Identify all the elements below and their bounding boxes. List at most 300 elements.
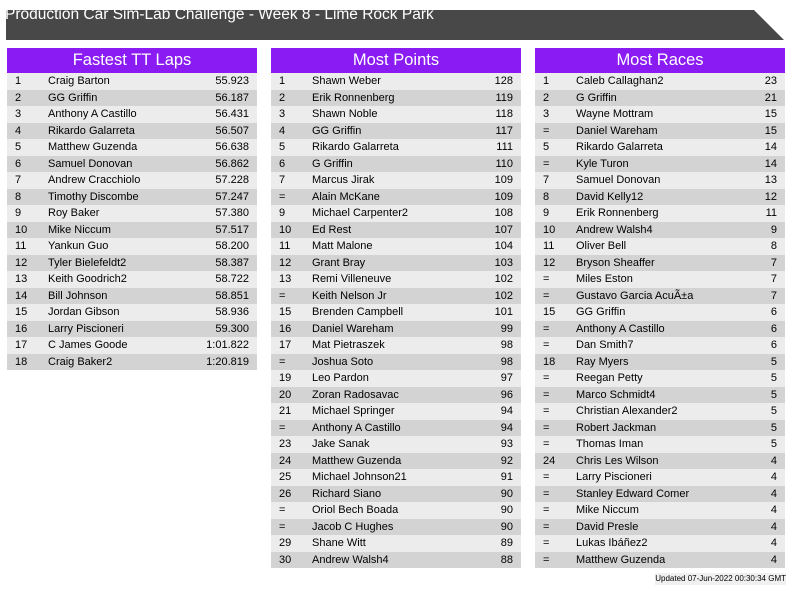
rank-cell: 4 (279, 124, 286, 137)
value-cell: 99 (500, 322, 513, 335)
value-cell: 109 (494, 190, 513, 203)
value-cell: 91 (500, 471, 513, 483)
driver-name-cell: Roy Baker (48, 207, 100, 219)
fastest-tt-laps-panel (7, 48, 257, 370)
driver-name-cell: Gustavo Garcia AcuÃ±a (576, 289, 694, 302)
rank-cell: 17 (279, 339, 292, 351)
value-cell: 4 (770, 553, 777, 566)
leaderboard-rows (271, 73, 521, 568)
driver-name-cell: Grant Bray (312, 256, 366, 269)
driver-name-cell: Oliver Bell (576, 240, 627, 252)
driver-name-cell: Zoran Radosavac (312, 388, 399, 401)
value-cell: 14 (764, 141, 777, 153)
table-row (271, 205, 521, 222)
rank-cell: 7 (279, 174, 286, 186)
rank-cell: 5 (279, 141, 286, 153)
leaderboard-rows (7, 73, 257, 370)
table-row (7, 288, 257, 305)
table-row (7, 271, 257, 288)
driver-name-cell: Matt Malone (312, 240, 373, 252)
value-cell: 5 (770, 388, 777, 401)
updated-timestamp: Updated 07-Jun-2022 00:30:34 GMT (655, 574, 786, 583)
value-cell: 15 (764, 124, 777, 137)
rank-cell: 29 (279, 537, 292, 549)
driver-name-cell: Anthony A Castillo (48, 108, 137, 120)
driver-name-cell: Richard Siano (312, 487, 382, 500)
rank-cell: = (543, 339, 550, 351)
rank-cell: 11 (15, 240, 27, 252)
rank-cell: 1 (15, 75, 22, 87)
rank-cell: 13 (15, 273, 28, 285)
value-cell: 110 (495, 157, 513, 170)
value-cell: 111 (496, 141, 513, 153)
driver-name-cell: C James Goode (48, 339, 128, 351)
table-row (7, 189, 257, 206)
rank-cell: 9 (15, 207, 22, 219)
value-cell: 117 (495, 124, 513, 137)
driver-name-cell: Craig Baker2 (48, 355, 113, 368)
table-row (535, 502, 785, 519)
rank-cell: 5 (543, 141, 550, 153)
driver-name-cell: David Kelly12 (576, 190, 644, 203)
value-cell: 59.300 (215, 322, 249, 335)
driver-name-cell: G Griffin (576, 91, 617, 104)
rank-cell: 15 (279, 306, 292, 318)
rank-cell: = (543, 289, 550, 302)
rank-cell: 8 (543, 190, 550, 203)
rank-cell: 18 (543, 355, 556, 368)
value-cell: 98 (500, 339, 513, 351)
rank-cell: 25 (279, 471, 292, 483)
page-title: Production Car Sim-Lab Challenge - Week 8 - Lime Rock Park (5, 6, 434, 23)
rank-cell: 10 (279, 223, 292, 236)
driver-name-cell: Matthew Guzenda (576, 553, 666, 566)
driver-name-cell: Michael Springer (312, 405, 395, 417)
rank-cell: 3 (279, 108, 286, 120)
table-row (271, 387, 521, 404)
driver-name-cell: Michael Johnson21 (312, 471, 407, 483)
value-cell: 7 (770, 289, 777, 302)
driver-name-cell: Reegan Petty (576, 372, 643, 384)
table-row (535, 436, 785, 453)
value-cell: 56.431 (215, 108, 249, 120)
driver-name-cell: Matthew Guzenda (312, 454, 402, 467)
driver-name-cell: GG Griffin (312, 124, 362, 137)
panel-title: Fastest TT Laps (7, 48, 257, 73)
rank-cell: = (543, 388, 550, 401)
driver-name-cell: Anthony A Castillo (312, 421, 401, 434)
table-row (535, 321, 785, 338)
value-cell: 108 (494, 207, 513, 219)
rank-cell: 8 (15, 190, 22, 203)
driver-name-cell: Shawn Weber (312, 75, 381, 87)
table-row (271, 271, 521, 288)
table-row (7, 123, 257, 140)
value-cell: 4 (770, 471, 777, 483)
driver-name-cell: Dan Smith7 (576, 339, 634, 351)
value-cell: 55.923 (215, 75, 249, 87)
value-cell: 57.517 (215, 223, 249, 236)
rank-cell: 30 (279, 553, 292, 566)
value-cell: 90 (500, 504, 513, 516)
table-row (7, 139, 257, 156)
value-cell: 11 (765, 207, 777, 219)
driver-name-cell: Daniel Wareham (312, 322, 394, 335)
table-row (271, 436, 521, 453)
rank-cell: = (543, 157, 550, 170)
value-cell: 6 (770, 322, 777, 335)
rank-cell: 6 (15, 157, 22, 170)
driver-name-cell: Mike Niccum (48, 223, 111, 236)
rank-cell: 19 (279, 372, 292, 384)
driver-name-cell: Keith Nelson Jr (312, 289, 387, 302)
rank-cell: = (543, 124, 550, 137)
rank-cell: = (279, 190, 286, 203)
driver-name-cell: Daniel Wareham (576, 124, 658, 137)
table-row (271, 156, 521, 173)
rank-cell: 12 (15, 256, 28, 269)
table-row (7, 238, 257, 255)
rank-cell: = (279, 504, 286, 516)
driver-name-cell: Rikardo Galarreta (312, 141, 399, 153)
rank-cell: 21 (279, 405, 292, 417)
value-cell: 93 (500, 438, 513, 450)
rank-cell: = (543, 537, 550, 549)
table-row (271, 370, 521, 387)
value-cell: 15 (764, 108, 777, 120)
driver-name-cell: Shane Witt (312, 537, 366, 549)
table-row (535, 552, 785, 569)
table-row (271, 420, 521, 437)
table-row (535, 387, 785, 404)
rank-cell: 10 (15, 223, 28, 236)
value-cell: 6 (770, 306, 777, 318)
rank-cell: 1 (279, 75, 286, 87)
rank-cell: 12 (279, 256, 292, 269)
rank-cell: = (543, 504, 550, 516)
table-row (271, 238, 521, 255)
table-row (535, 420, 785, 437)
table-row (535, 255, 785, 272)
value-cell: 14 (764, 157, 777, 170)
driver-name-cell: Marco Schmidt4 (576, 388, 656, 401)
driver-name-cell: Oriol Bech Boada (312, 504, 399, 516)
rank-cell: 5 (15, 141, 22, 153)
rank-cell: 26 (279, 487, 292, 500)
table-row (535, 172, 785, 189)
table-row (535, 73, 785, 90)
driver-name-cell: GG Griffin (48, 91, 98, 104)
driver-name-cell: Mike Niccum (576, 504, 639, 516)
table-row (535, 123, 785, 140)
table-row (7, 205, 257, 222)
value-cell: 4 (770, 454, 777, 467)
driver-name-cell: Andrew Walsh4 (576, 223, 653, 236)
value-cell: 5 (770, 372, 777, 384)
rank-cell: = (543, 553, 550, 566)
table-row (7, 255, 257, 272)
rank-cell: 23 (279, 438, 292, 450)
table-row (7, 222, 257, 239)
table-row (271, 354, 521, 371)
table-row (535, 453, 785, 470)
panel-title: Most Points (271, 48, 521, 73)
table-row (535, 403, 785, 420)
value-cell: 98 (500, 355, 513, 368)
driver-name-cell: Michael Carpenter2 (312, 207, 408, 219)
driver-name-cell: Yankun Guo (48, 240, 109, 252)
table-row (535, 271, 785, 288)
rank-cell: 17 (15, 339, 28, 351)
rank-cell: = (543, 372, 550, 384)
value-cell: 6 (770, 339, 777, 351)
rank-cell: = (543, 273, 550, 285)
rank-cell: 9 (543, 207, 550, 219)
value-cell: 107 (494, 223, 513, 236)
driver-name-cell: Andrew Cracchiolo (48, 174, 141, 186)
rank-cell: = (543, 322, 550, 335)
value-cell: 92 (500, 454, 513, 467)
table-row (7, 321, 257, 338)
table-row (7, 73, 257, 90)
value-cell: 23 (764, 75, 777, 87)
value-cell: 4 (770, 504, 777, 516)
value-cell: 4 (770, 487, 777, 500)
driver-name-cell: Andrew Walsh4 (312, 553, 389, 566)
driver-name-cell: Craig Barton (48, 75, 110, 87)
value-cell: 1:20.819 (206, 355, 249, 368)
value-cell: 4 (770, 537, 777, 549)
value-cell: 96 (500, 388, 513, 401)
driver-name-cell: G Griffin (312, 157, 353, 170)
rank-cell: = (543, 421, 550, 434)
value-cell: 97 (500, 372, 513, 384)
most-points-panel (271, 48, 521, 568)
driver-name-cell: Samuel Donovan (48, 157, 133, 170)
table-row (535, 469, 785, 486)
rank-cell: = (279, 421, 286, 434)
rank-cell: 18 (15, 355, 28, 368)
rank-cell: 12 (543, 256, 556, 269)
driver-name-cell: Ed Rest (312, 223, 352, 236)
table-row (535, 90, 785, 107)
rank-cell: = (279, 355, 286, 368)
value-cell: 58.722 (215, 273, 249, 285)
most-races-panel (535, 48, 785, 568)
table-row (271, 189, 521, 206)
driver-name-cell: Samuel Donovan (576, 174, 661, 186)
driver-name-cell: Miles Eston (576, 273, 633, 285)
driver-name-cell: Mat Pietraszek (312, 339, 385, 351)
driver-name-cell: Wayne Mottram (576, 108, 654, 120)
table-row (7, 90, 257, 107)
value-cell: 5 (770, 405, 777, 417)
driver-name-cell: Lukas Ibáñez2 (576, 537, 648, 549)
value-cell: 21 (764, 91, 777, 104)
rank-cell: 7 (15, 174, 22, 186)
table-row (271, 337, 521, 354)
table-row (271, 255, 521, 272)
table-row (271, 123, 521, 140)
driver-name-cell: GG Griffin (576, 306, 626, 318)
table-row (535, 486, 785, 503)
table-row (271, 403, 521, 420)
rank-cell: = (279, 520, 286, 533)
rank-cell: 4 (15, 124, 22, 137)
table-row (271, 73, 521, 90)
driver-name-cell: Chris Les Wilson (576, 454, 659, 467)
rank-cell: = (543, 471, 550, 483)
value-cell: 7 (770, 273, 777, 285)
rank-cell: 2 (543, 91, 550, 104)
value-cell: 58.851 (215, 289, 249, 302)
table-row (535, 337, 785, 354)
table-row (535, 519, 785, 536)
table-row (271, 321, 521, 338)
value-cell: 88 (500, 553, 513, 566)
rank-cell: = (543, 520, 550, 533)
table-row (535, 354, 785, 371)
driver-name-cell: Shawn Noble (312, 108, 378, 120)
table-row (7, 337, 257, 354)
driver-name-cell: Rikardo Galarreta (48, 124, 135, 137)
table-row (271, 535, 521, 552)
rank-cell: = (279, 289, 286, 302)
value-cell: 118 (495, 108, 513, 120)
rank-cell: 1 (543, 75, 550, 87)
rank-cell: 16 (279, 322, 292, 335)
table-row (535, 139, 785, 156)
table-row (271, 90, 521, 107)
value-cell: 119 (495, 91, 513, 104)
table-row (535, 189, 785, 206)
rank-cell: = (543, 487, 550, 500)
table-row (271, 222, 521, 239)
table-row (535, 106, 785, 123)
driver-name-cell: Erik Ronnenberg (576, 207, 659, 219)
driver-name-cell: Timothy Discombe (48, 190, 139, 203)
rank-cell: = (543, 438, 550, 450)
table-row (7, 156, 257, 173)
value-cell: 90 (500, 520, 513, 533)
rank-cell: 15 (543, 306, 556, 318)
value-cell: 102 (494, 289, 513, 302)
driver-name-cell: Christian Alexander2 (576, 405, 678, 417)
rank-cell: = (543, 405, 550, 417)
rank-cell: 16 (15, 322, 28, 335)
leaderboard-rows (535, 73, 785, 568)
value-cell: 56.187 (215, 91, 249, 104)
value-cell: 56.638 (215, 141, 249, 153)
value-cell: 56.862 (215, 157, 249, 170)
value-cell: 58.387 (215, 256, 249, 269)
value-cell: 5 (770, 421, 777, 434)
driver-name-cell: Erik Ronnenberg (312, 91, 395, 104)
driver-name-cell: Marcus Jirak (312, 174, 375, 186)
value-cell: 103 (494, 256, 513, 269)
value-cell: 102 (494, 273, 513, 285)
table-row (271, 552, 521, 569)
rank-cell: 11 (279, 240, 291, 252)
driver-name-cell: Bill Johnson (48, 289, 108, 302)
table-row (535, 222, 785, 239)
driver-name-cell: Rikardo Galarreta (576, 141, 663, 153)
table-row (271, 453, 521, 470)
table-row (535, 304, 785, 321)
table-row (271, 139, 521, 156)
rank-cell: 3 (543, 108, 550, 120)
table-row (271, 304, 521, 321)
value-cell: 13 (764, 174, 777, 186)
driver-name-cell: Brenden Campbell (312, 306, 404, 318)
value-cell: 8 (770, 240, 777, 252)
value-cell: 1:01.822 (206, 339, 249, 351)
table-row (7, 172, 257, 189)
driver-name-cell: Kyle Turon (576, 157, 629, 170)
table-row (271, 172, 521, 189)
value-cell: 94 (500, 421, 513, 434)
value-cell: 58.936 (215, 306, 249, 318)
table-row (7, 354, 257, 371)
value-cell: 89 (500, 537, 513, 549)
rank-cell: 13 (279, 273, 292, 285)
table-row (535, 156, 785, 173)
driver-name-cell: Matthew Guzenda (48, 141, 138, 153)
value-cell: 94 (500, 405, 513, 417)
value-cell: 5 (770, 355, 777, 368)
driver-name-cell: Larry Piscioneri (576, 471, 652, 483)
value-cell: 7 (770, 256, 777, 269)
table-row (7, 304, 257, 321)
value-cell: 56.507 (215, 124, 249, 137)
rank-cell: 7 (543, 174, 550, 186)
value-cell: 9 (770, 223, 777, 236)
rank-cell: 6 (279, 157, 286, 170)
value-cell: 57.247 (215, 190, 249, 203)
driver-name-cell: David Presle (576, 520, 639, 533)
table-row (271, 502, 521, 519)
rank-cell: 14 (15, 289, 28, 302)
rank-cell: 2 (279, 91, 286, 104)
driver-name-cell: Caleb Callaghan2 (576, 75, 664, 87)
panel-title: Most Races (535, 48, 785, 73)
value-cell: 90 (500, 487, 513, 500)
value-cell: 128 (494, 75, 513, 87)
value-cell: 101 (494, 306, 513, 318)
rank-cell: 3 (15, 108, 22, 120)
driver-name-cell: Keith Goodrich2 (48, 273, 127, 285)
driver-name-cell: Thomas Iman (576, 438, 644, 450)
driver-name-cell: Bryson Sheaffer (576, 256, 655, 269)
value-cell: 104 (494, 240, 513, 252)
rank-cell: 24 (279, 454, 292, 467)
driver-name-cell: Anthony A Castillo (576, 322, 665, 335)
driver-name-cell: Jacob C Hughes (312, 520, 394, 533)
rank-cell: 15 (15, 306, 28, 318)
table-row (535, 535, 785, 552)
value-cell: 57.228 (215, 174, 249, 186)
driver-name-cell: Jordan Gibson (48, 306, 120, 318)
table-row (7, 106, 257, 123)
table-row (271, 486, 521, 503)
rank-cell: 2 (15, 91, 22, 104)
driver-name-cell: Alain McKane (312, 190, 380, 203)
driver-name-cell: Ray Myers (576, 355, 629, 368)
driver-name-cell: Joshua Soto (312, 355, 374, 368)
rank-cell: 24 (543, 454, 556, 467)
table-row (271, 519, 521, 536)
driver-name-cell: Remi Villeneuve (312, 273, 392, 285)
